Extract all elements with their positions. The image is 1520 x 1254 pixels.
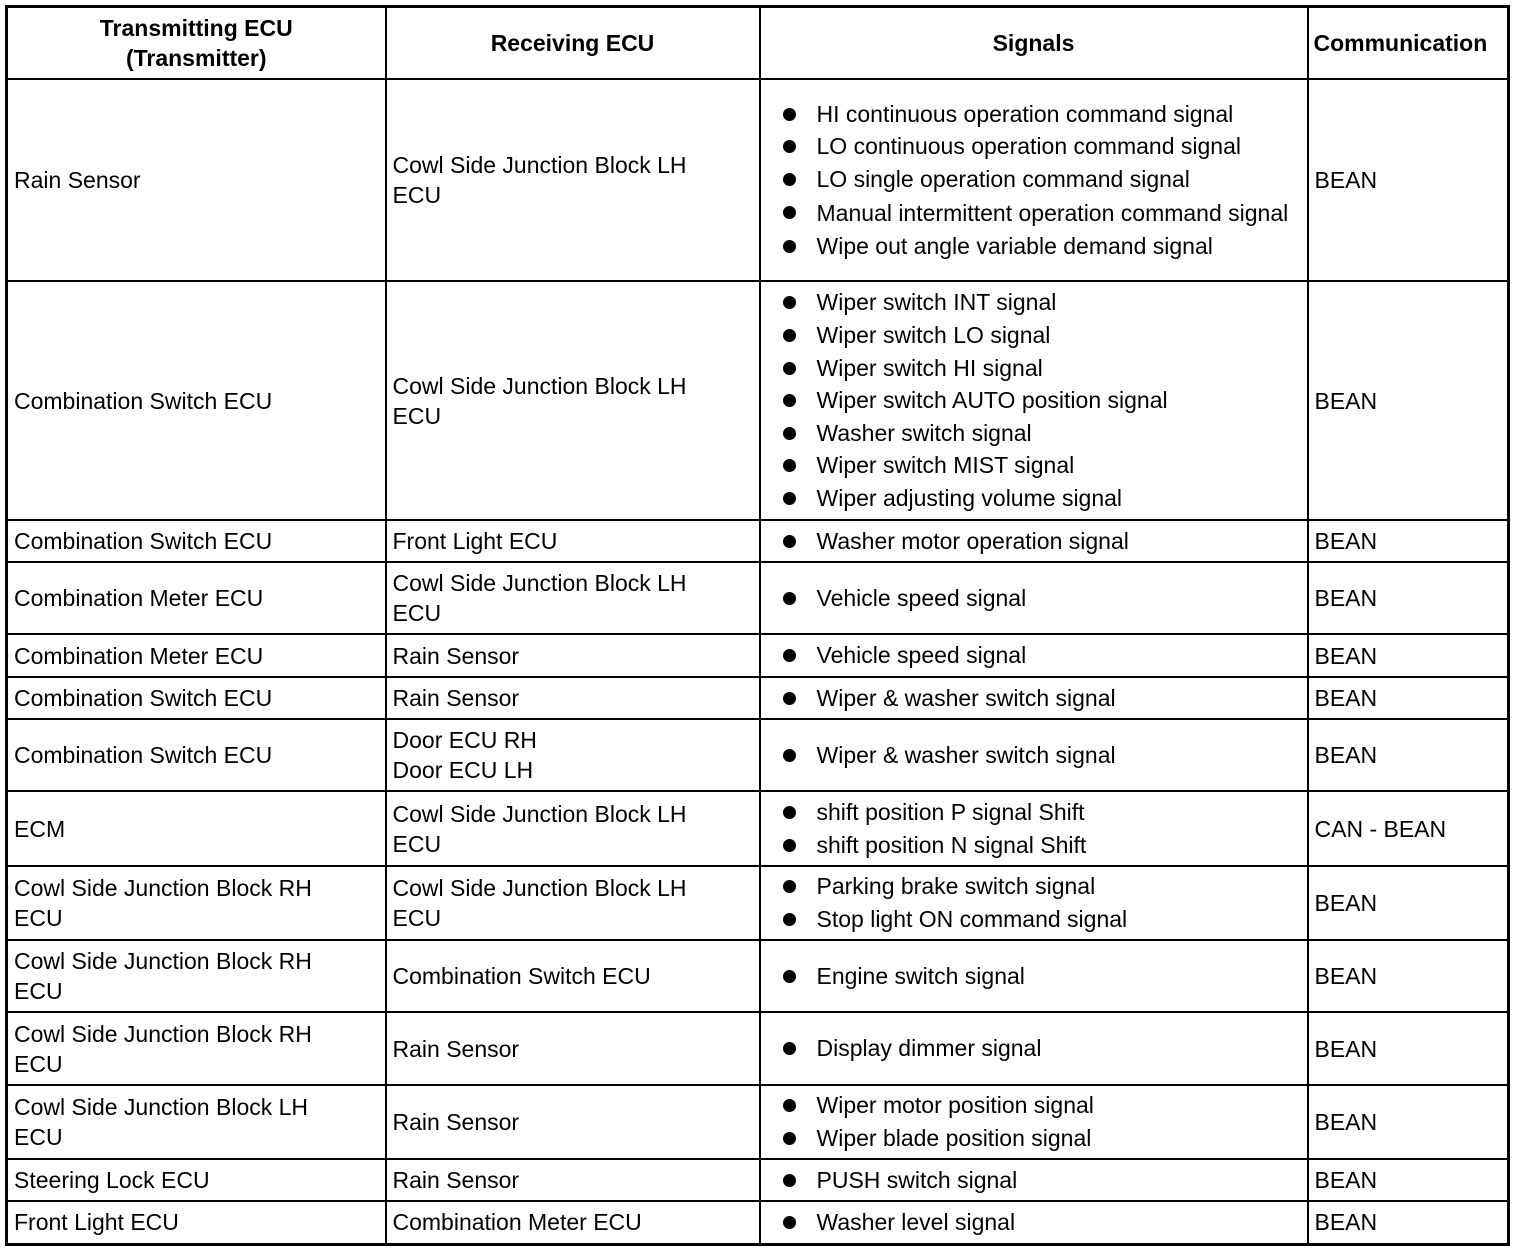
signal-label: Wiper & washer switch signal [816, 684, 1116, 711]
bullet-icon [783, 492, 796, 505]
bullet-icon [783, 108, 796, 121]
table-row [7, 677, 1509, 719]
signal-label: LO single operation command signal [816, 166, 1190, 192]
signal-item [783, 319, 1307, 352]
communication-cell: BEAN [1308, 1159, 1509, 1201]
signal-item [783, 739, 1307, 772]
table-row [7, 1159, 1509, 1201]
bullet-icon [783, 749, 796, 762]
communication-cell: BEAN [1308, 79, 1509, 281]
signals-list [761, 96, 1307, 264]
receiver-cell: Cowl Side Junction Block LH ECU [386, 79, 760, 281]
signal-label: Wiper switch INT signal [816, 289, 1057, 316]
header-signals: Signals [760, 7, 1308, 80]
table-row [7, 1201, 1509, 1244]
signals-list [761, 1030, 1307, 1067]
bullet-icon [783, 692, 796, 705]
signals-list [761, 1162, 1307, 1199]
signals-list [761, 794, 1307, 863]
signal-label: Vehicle speed signal [816, 584, 1027, 611]
signals-cell [760, 719, 1308, 791]
signals-cell [760, 791, 1308, 866]
communication-cell: BEAN [1308, 1201, 1509, 1244]
communication-cell: BEAN [1308, 719, 1509, 791]
header-communication: Communication [1308, 7, 1509, 80]
bullet-icon [783, 1042, 796, 1055]
table-row [7, 562, 1509, 634]
bullet-icon [783, 240, 796, 253]
signal-item [783, 903, 1307, 936]
signal-label: HI continuous operation command signal [816, 100, 1234, 127]
signal-item [783, 796, 1307, 829]
signal-label: shift position N signal Shift [816, 831, 1087, 858]
signals-cell [760, 634, 1308, 677]
table-row [7, 1085, 1509, 1159]
bullet-icon [783, 459, 796, 472]
bullet-icon [783, 913, 796, 926]
signals-list [761, 1204, 1307, 1241]
signal-item [783, 98, 1307, 131]
transmitter-cell: Steering Lock ECU [7, 1159, 386, 1201]
table-row [7, 791, 1509, 866]
signal-label: Wiper switch MIST signal [816, 452, 1075, 479]
receiver-cell: Combination Switch ECU [386, 940, 760, 1012]
signal-item [783, 482, 1307, 515]
transmitter-cell: Cowl Side Junction Block RH ECU [7, 940, 386, 1012]
signal-item [783, 449, 1307, 482]
signal-label: Wiper switch LO signal [816, 322, 1051, 349]
receiver-cell: Rain Sensor [386, 1012, 760, 1085]
transmitter-cell: Front Light ECU [7, 1201, 386, 1244]
bullet-icon [783, 173, 796, 186]
header-receiving-ecu: Receiving ECU [386, 7, 760, 80]
communication-cell: BEAN [1308, 1085, 1509, 1159]
bullet-icon [783, 362, 796, 375]
receiver-cell: Front Light ECU [386, 520, 760, 562]
signal-item [783, 1032, 1307, 1065]
table-row [7, 79, 1509, 281]
receiver-cell: Door ECU RH Door ECU LH [386, 719, 760, 791]
communication-cell: BEAN [1308, 520, 1509, 562]
signals-cell [760, 562, 1308, 634]
receiver-cell: Rain Sensor [386, 634, 760, 677]
signal-item [783, 384, 1307, 417]
signal-item [783, 286, 1307, 319]
receiver-cell: Cowl Side Junction Block LH ECU [386, 866, 760, 940]
signal-label: Stop light ON command signal [816, 906, 1128, 932]
bullet-icon [783, 427, 796, 440]
table-header [7, 7, 1509, 80]
receiver-cell: Cowl Side Junction Block LH ECU [386, 562, 760, 634]
transmitter-cell: Combination Switch ECU [7, 677, 386, 719]
ecu-communication-table [5, 5, 1510, 1246]
transmitter-cell: Combination Switch ECU [7, 719, 386, 791]
signal-item [783, 163, 1307, 196]
bullet-icon [783, 329, 796, 342]
signals-list [761, 868, 1307, 937]
signals-cell [760, 1201, 1308, 1244]
communication-cell: BEAN [1308, 1012, 1509, 1085]
signal-label: Washer motor operation signal [816, 527, 1129, 554]
bullet-icon [783, 649, 796, 662]
communication-cell: BEAN [1308, 562, 1509, 634]
table-row [7, 281, 1509, 520]
signals-list [761, 958, 1307, 995]
signal-label: Display dimmer signal [816, 1035, 1042, 1062]
transmitter-cell: Cowl Side Junction Block RH ECU [7, 1012, 386, 1085]
signal-label: shift position P signal Shift [816, 798, 1085, 825]
signal-label: Wiper blade position signal [816, 1125, 1092, 1151]
header-row [7, 7, 1509, 80]
communication-cell: BEAN [1308, 677, 1509, 719]
transmitter-cell: Cowl Side Junction Block RH ECU [7, 866, 386, 940]
table-row [7, 866, 1509, 940]
bullet-icon [783, 206, 796, 219]
signals-cell [760, 940, 1308, 1012]
signal-item [783, 1164, 1307, 1197]
receiver-cell: Combination Meter ECU [386, 1201, 760, 1244]
signals-list [761, 580, 1307, 617]
communication-cell: BEAN [1308, 866, 1509, 940]
signal-item [783, 230, 1307, 263]
signal-item [783, 196, 1307, 230]
communication-cell: BEAN [1308, 281, 1509, 520]
signals-cell [760, 281, 1308, 520]
signal-item [783, 1122, 1307, 1155]
signal-label: Vehicle speed signal [816, 642, 1027, 669]
bullet-icon [783, 1132, 796, 1145]
bullet-icon [783, 140, 796, 153]
signal-item [783, 130, 1307, 163]
transmitter-cell: Combination Meter ECU [7, 562, 386, 634]
communication-cell: BEAN [1308, 940, 1509, 1012]
signal-label: PUSH switch signal [816, 1166, 1018, 1193]
table-row [7, 1012, 1509, 1085]
signals-cell [760, 866, 1308, 940]
signals-list [761, 680, 1307, 717]
signal-label: LO continuous operation command signal [816, 133, 1241, 160]
transmitter-cell: Combination Switch ECU [7, 281, 386, 520]
signal-item [783, 1206, 1307, 1239]
signal-item [783, 1089, 1307, 1122]
bullet-icon [783, 806, 796, 819]
signal-item [783, 960, 1307, 993]
signals-list [761, 1087, 1307, 1156]
table-row [7, 520, 1509, 562]
table-row [7, 634, 1509, 677]
bullet-icon [783, 1174, 796, 1187]
bullet-icon [783, 394, 796, 407]
transmitter-cell: Combination Meter ECU [7, 634, 386, 677]
bullet-icon [783, 970, 796, 983]
signals-cell [760, 79, 1308, 281]
signals-cell [760, 1012, 1308, 1085]
signals-cell [760, 1159, 1308, 1201]
receiver-cell: Rain Sensor [386, 677, 760, 719]
transmitter-cell: Cowl Side Junction Block LH ECU [7, 1085, 386, 1159]
bullet-icon [783, 1099, 796, 1112]
signal-item [783, 829, 1307, 862]
communication-cell: BEAN [1308, 634, 1509, 677]
signal-label: Manual intermittent operation command signal [816, 199, 1289, 226]
bullet-icon [783, 880, 796, 893]
signal-label: Wiper & washer switch signal [816, 741, 1116, 768]
signals-list [761, 523, 1307, 560]
signals-list [761, 637, 1307, 674]
receiver-cell: Rain Sensor [386, 1159, 760, 1201]
signal-item [783, 682, 1307, 715]
signal-label: Parking brake switch signal [816, 873, 1096, 900]
receiver-cell: Cowl Side Junction Block LH ECU [386, 791, 760, 866]
signal-label: Wiper motor position signal [816, 1092, 1094, 1119]
transmitter-cell: Combination Switch ECU [7, 520, 386, 562]
signal-label: Engine switch signal [816, 962, 1025, 989]
bullet-icon [783, 1216, 796, 1229]
signal-item [783, 870, 1307, 903]
signal-label: Wiper switch HI signal [816, 354, 1043, 381]
signal-item [783, 525, 1307, 558]
signal-item [783, 417, 1307, 450]
signal-label: Wipe out angle variable demand signal [816, 232, 1213, 259]
bullet-icon [783, 592, 796, 605]
signals-cell [760, 1085, 1308, 1159]
signals-cell [760, 520, 1308, 562]
signals-cell [760, 677, 1308, 719]
signal-item [783, 582, 1307, 615]
signal-item [783, 352, 1307, 385]
table-row [7, 719, 1509, 791]
receiver-cell: Cowl Side Junction Block LH ECU [386, 281, 760, 520]
header-transmitting-ecu: Transmitting ECU (Transmitter) [7, 7, 386, 80]
table-body [7, 79, 1509, 1244]
signal-label: Washer level signal [816, 1208, 1016, 1235]
communication-cell: CAN - BEAN [1308, 791, 1509, 866]
bullet-icon [783, 839, 796, 852]
signals-list [761, 737, 1307, 774]
table-row [7, 940, 1509, 1012]
signals-list [761, 284, 1307, 516]
transmitter-cell: Rain Sensor [7, 79, 386, 281]
signal-item [783, 639, 1307, 672]
receiver-cell: Rain Sensor [386, 1085, 760, 1159]
bullet-icon [783, 296, 796, 309]
signal-label: Washer switch signal [816, 419, 1032, 446]
transmitter-cell: ECM [7, 791, 386, 866]
bullet-icon [783, 535, 796, 548]
signal-label: Wiper switch AUTO position signal [816, 387, 1168, 414]
signal-label: Wiper adjusting volume signal [816, 484, 1123, 511]
